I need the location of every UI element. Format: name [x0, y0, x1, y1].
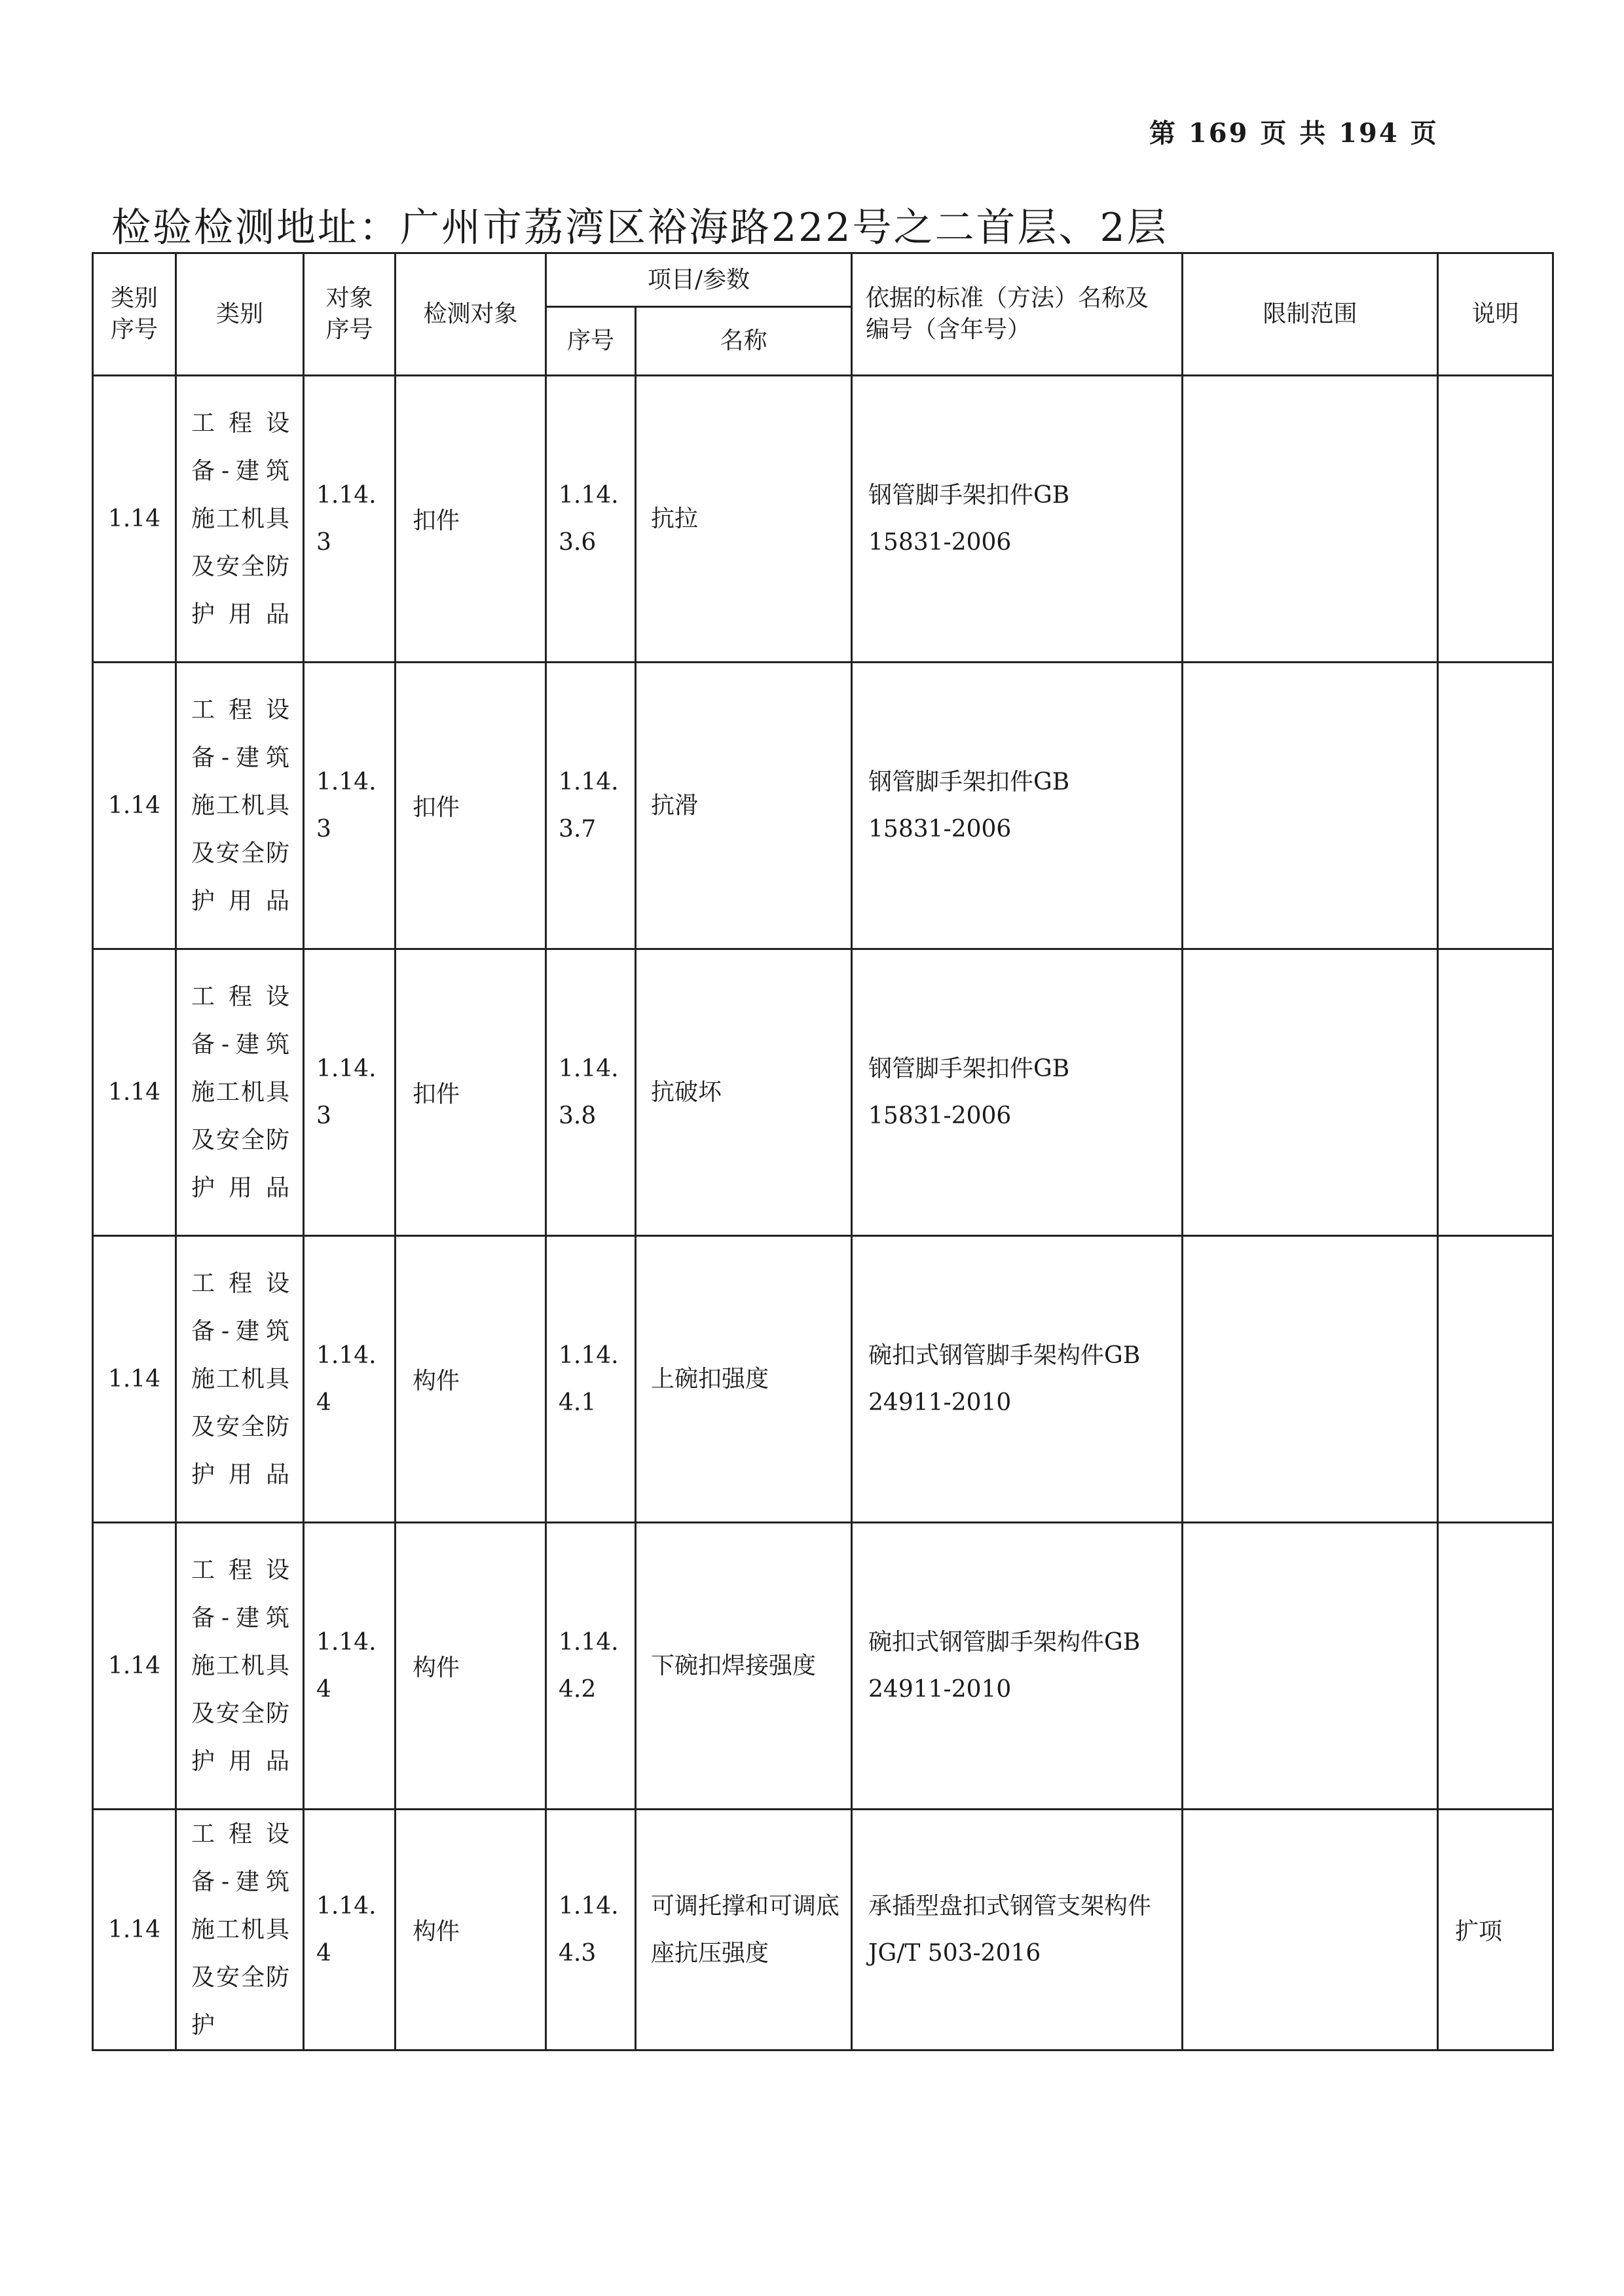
category-no-cell: 1.14	[93, 1810, 176, 2050]
standard-cell: 钢管脚手架扣件GB 15831-2006	[852, 949, 1183, 1236]
item-no-cell: 1.14. 4.3	[546, 1810, 636, 2050]
category-cell: 工程设备-建筑施工机具及安全防护用品	[176, 1523, 304, 1810]
page-number: 第 169 页 共 194 页	[1149, 118, 1439, 149]
limit-cell	[1183, 663, 1438, 949]
object-no-cell: 1.14. 3	[304, 376, 396, 663]
object-no-cell: 1.14. 4	[304, 1810, 396, 2050]
header-item-param: 项目/参数	[546, 253, 852, 307]
item-no-cell: 1.14. 3.7	[546, 663, 636, 949]
item-name-cell: 下碗扣焊接强度	[636, 1523, 852, 1810]
category-cell: 工程设备-建筑施工机具及安全防护用品	[176, 376, 304, 663]
note-cell	[1438, 663, 1553, 949]
table-row	[93, 1523, 1553, 1810]
object-cell: 扣件	[396, 949, 546, 1236]
standard-cell: 钢管脚手架扣件GB 15831-2006	[852, 376, 1183, 663]
category-cell: 工程设备-建筑施工机具及安全防护	[176, 1810, 304, 2050]
object-cell: 扣件	[396, 663, 546, 949]
note-cell	[1438, 949, 1553, 1236]
object-no-cell: 1.14. 3	[304, 663, 396, 949]
category-no-cell: 1.14	[93, 949, 176, 1236]
item-name-cell: 可调托撑和可调底座抗压强度	[636, 1810, 852, 2050]
table-row	[93, 1236, 1553, 1523]
header-note: 说明	[1438, 253, 1553, 376]
header-limit: 限制范围	[1183, 253, 1438, 376]
note-cell: 扩项	[1438, 1810, 1553, 2050]
object-cell: 构件	[396, 1810, 546, 2050]
limit-cell	[1183, 1523, 1438, 1810]
category-no-cell: 1.14	[93, 376, 176, 663]
header-standard: 依据的标准（方法）名称及编号（含年号）	[852, 253, 1183, 376]
standard-cell: 碗扣式钢管脚手架构件GB 24911-2010	[852, 1523, 1183, 1810]
object-no-cell: 1.14. 3	[304, 949, 396, 1236]
item-name-cell: 抗拉	[636, 376, 852, 663]
table-row	[93, 949, 1553, 1236]
category-cell: 工程设备-建筑施工机具及安全防护用品	[176, 663, 304, 949]
standard-cell: 钢管脚手架扣件GB 15831-2006	[852, 663, 1183, 949]
page-title: 检验检测地址：广州市荔湾区裕海路222号之二首层、2层	[111, 205, 1168, 251]
header-object-no: 对象 序号	[304, 253, 396, 376]
header-object: 检测对象	[396, 253, 546, 376]
table-row	[93, 663, 1553, 949]
limit-cell	[1183, 1236, 1438, 1523]
category-no-cell: 1.14	[93, 1523, 176, 1810]
object-cell: 扣件	[396, 376, 546, 663]
table-row	[93, 1810, 1553, 2050]
object-no-cell: 1.14. 4	[304, 1523, 396, 1810]
note-cell	[1438, 1236, 1553, 1523]
item-no-cell: 1.14. 3.8	[546, 949, 636, 1236]
header-category-no: 类别 序号	[93, 253, 176, 376]
item-no-cell: 1.14. 4.1	[546, 1236, 636, 1523]
header-category: 类别	[176, 253, 304, 376]
item-name-cell: 抗滑	[636, 663, 852, 949]
standard-cell: 碗扣式钢管脚手架构件GB 24911-2010	[852, 1236, 1183, 1523]
item-name-cell: 抗破坏	[636, 949, 852, 1236]
accreditation-table	[92, 252, 1554, 2051]
standard-cell: 承插型盘扣式钢管支架构件 JG/T 503-2016	[852, 1810, 1183, 2050]
object-no-cell: 1.14. 4	[304, 1236, 396, 1523]
object-cell: 构件	[396, 1236, 546, 1523]
category-no-cell: 1.14	[93, 663, 176, 949]
category-cell: 工程设备-建筑施工机具及安全防护用品	[176, 949, 304, 1236]
item-no-cell: 1.14. 3.6	[546, 376, 636, 663]
header-item-name: 名称	[636, 307, 852, 376]
header-item-no: 序号	[546, 307, 636, 376]
category-no-cell: 1.14	[93, 1236, 176, 1523]
limit-cell	[1183, 376, 1438, 663]
item-name-cell: 上碗扣强度	[636, 1236, 852, 1523]
category-cell: 工程设备-建筑施工机具及安全防护用品	[176, 1236, 304, 1523]
limit-cell	[1183, 949, 1438, 1236]
table-row	[93, 376, 1553, 663]
note-cell	[1438, 1523, 1553, 1810]
note-cell	[1438, 376, 1553, 663]
limit-cell	[1183, 1810, 1438, 2050]
object-cell: 构件	[396, 1523, 546, 1810]
item-no-cell: 1.14. 4.2	[546, 1523, 636, 1810]
